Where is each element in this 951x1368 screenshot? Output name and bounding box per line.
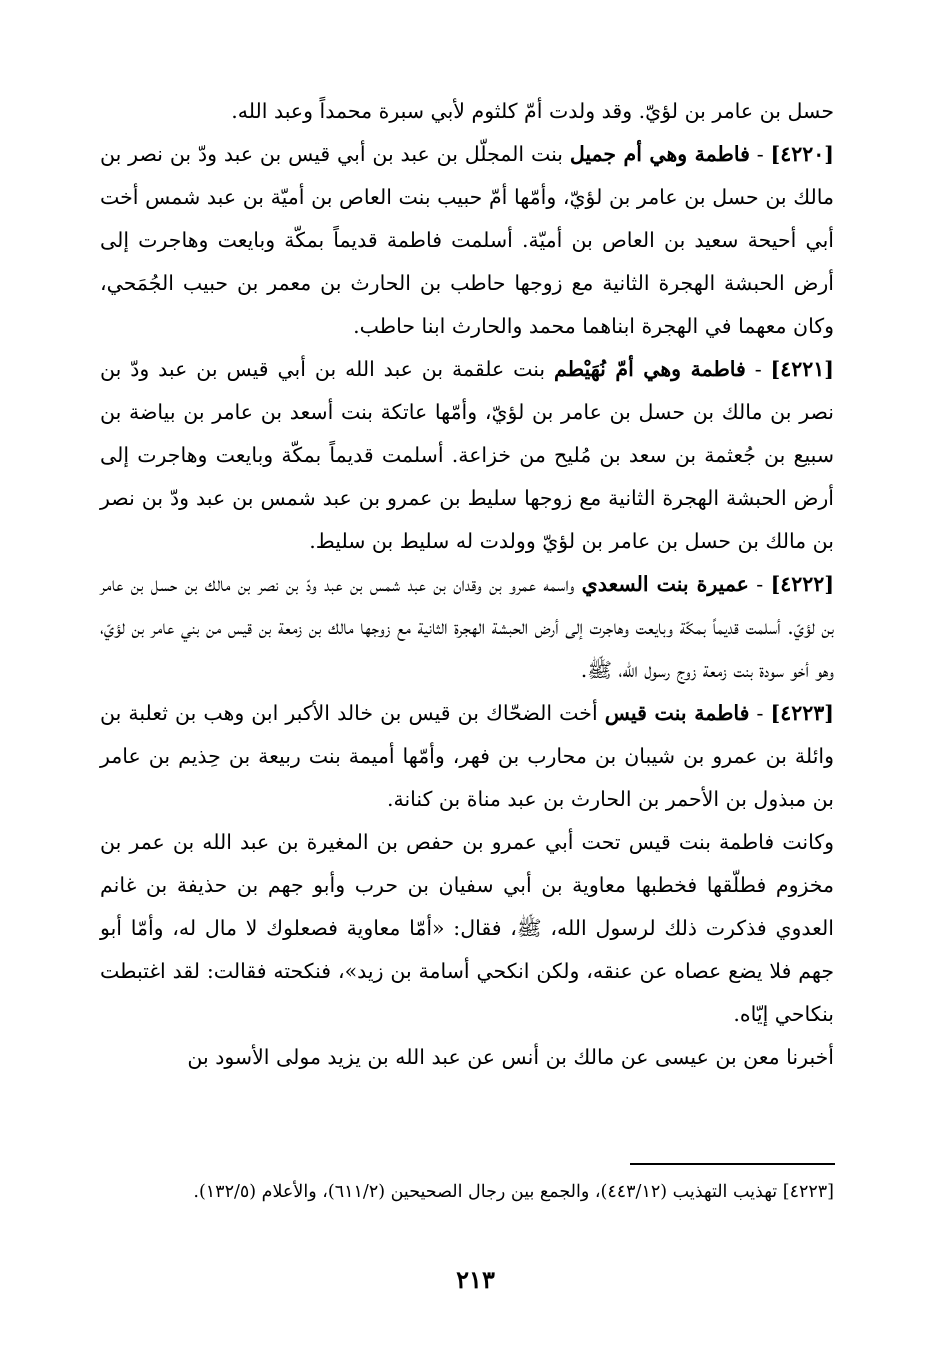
- entry-4222: [100, 563, 834, 692]
- entry-number: [٤٢٢٣]: [770, 701, 834, 725]
- paragraph-isnad: [100, 1036, 834, 1079]
- paragraph-fatima-marriage: [100, 821, 834, 1036]
- entry-body: بنت المجلّل بن عبد بن أبي قيس بن عبد ودّ بن نصر بن مالك بن حسل بن عامر بن لؤيّ، وأمّها أمّ حبيب بنت العاص بن أميّة بن عبد شمس أخت أبي أحيحة سعيد بن العاص بن أميّة. أسلمت فاطمة قديماً بمكّة وبايعت وهاجرت إلى أرض الحبشة الهجرة الثانية مع زوجها حاطب بن الحارث بن معمر بن حبيب الجُمَحي، وكان معهما في الهجرة ابناهما محمد والحارث ابنا حاطب.: [100, 142, 834, 338]
- footnote-text: [٤٢٢٣] تهذيب التهذيب (٤٤٣/١٢)، والجمع بين رجال الصحيحين (٦١١/٢)، والأعلام (١٣٢/٥).: [193, 1182, 834, 1202]
- entry-separator: -: [748, 572, 771, 596]
- paragraph-continuation: [100, 90, 834, 133]
- paragraph-text: أخبرنا معن بن عيسى عن مالك بن أنس عن عبد الله بن يزيد مولى الأسود بن: [187, 1045, 834, 1069]
- entry-4220: [100, 133, 834, 348]
- entry-body: بنت علقمة بن عبد الله بن أبي قيس بن عبد ودّ بن نصر بن مالك بن حسل بن عامر بن لؤيّ، وأمّها عاتكة بنت أسعد بن عامر بن بياضة بن سبيع بن جُعثمة بن سعد بن مُليح من خزاعة. أسلمت قديماً بمكّة وبايعت وهاجرت إلى أرض الحبشة الهجرة الثانية مع زوجها سليط بن عمرو بن عبد شمس بن عبد ودّ بن نصر بن مالك بن حسل بن عامر بن لؤيّ وولدت له سليط بن سليط.: [100, 357, 834, 553]
- entry-separator: -: [749, 701, 771, 725]
- page-number: ٢١٣: [456, 1265, 495, 1294]
- paragraph-text: وكانت فاطمة بنت قيس تحت أبي عمرو بن حفص بن المغيرة بن عبد الله بن عمر بن مخزوم فطلّقها فخطبها معاوية بن أبي سفيان بن حرب وأبو جهم بن حذيفة بن غانم العدوي فذكرت ذلك لرسول الله، ﷺ، فقال: «أمّا معاوية فصعلوك لا مال له، وأمّا أبو جهم فلا يضع عصاه عن عنقه، ولكن انكحي أسامة بن زيد»، فنكحته فقالت: لقد اغتبطت بنكاحي إيّاه.: [100, 830, 834, 1026]
- entry-number: [٤٢٢٢]: [770, 572, 835, 596]
- entry-4223: [100, 692, 834, 821]
- entry-body: واسمه عمرو بن وقدان بن عبد شمس بن عبد ودّ بن نصر بن مالك بن حسل بن عامر بن لؤيّ. أسلمت قديماً بمكّة وبايعت وهاجرت إلى أرض الحبشة الهجرة الثانية مع زوجها مالك بن زمعة بن قيس من بني عامر بن لؤيّ، وهو أخو سودة بنت زمعة زوج رسول الله، ﷺ.: [100, 572, 834, 682]
- entry-title: فاطمة وهي أم جميل: [569, 142, 750, 166]
- entry-title: فاطمة وهي أمّ نُهَيْطم: [554, 357, 746, 381]
- entry-separator: -: [749, 142, 771, 166]
- entry-number: [٤٢٢١]: [770, 357, 834, 381]
- paragraph-text: حسل بن عامر بن لؤيّ. وقد ولدت أمّ كلثوم لأبي سبرة محمداً وعبد الله.: [231, 99, 834, 123]
- main-text: [100, 90, 834, 1079]
- entry-separator: -: [745, 357, 771, 381]
- entry-body: أخت الضحّاك بن قيس بن خالد الأكبر ابن وهب بن ثعلبة بن وائلة بن عمرو بن شيبان بن محارب بن فهر، وأمّها أميمة بنت ربيعة بن حِذيم بن عامر بن مبذول بن الأحمر بن الحارث بن عبد مناة بن كنانة.: [100, 701, 834, 811]
- entry-number: [٤٢٢٠]: [770, 142, 834, 166]
- entry-4221: [100, 348, 834, 563]
- footnote: [100, 1176, 834, 1209]
- footnote-divider: [630, 1163, 835, 1165]
- entry-title: فاطمة بنت قيس: [604, 701, 750, 725]
- entry-title: عميرة بنت السعدي: [581, 572, 749, 596]
